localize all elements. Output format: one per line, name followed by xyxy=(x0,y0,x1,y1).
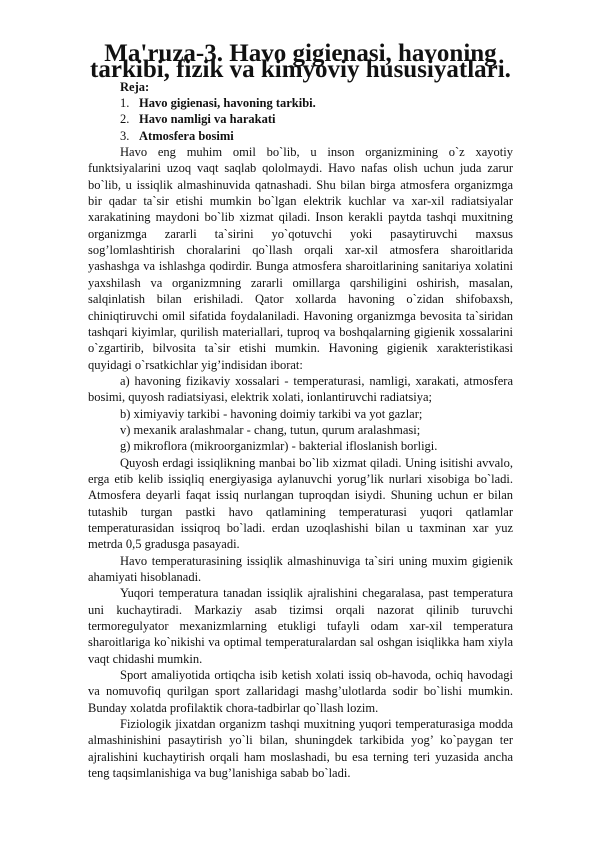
plan-item-number: 3. xyxy=(120,128,130,143)
body-paragraph: Yuqori temperatura tanadan issiqlik ajralishini chegaralasa, past temperatura uni kuchaytiradi. Markaziy asab tizimsi orqali nazorat qilinib turuvchi termoregulyator mexanizmlarning etukligi tufayli odam xar-xil temperatura sharoitlariga ko`nikishi va optimal temperaturalardan sal oshgan isiqlikka ham xiyla vaqt chidashi mumkin. xyxy=(88,586,513,666)
body-paragraph: Sport amaliyotida ortiqcha isib ketish xolati issiq ob-havoda, ochiq havodagi va nomuvofiq qurilgan sport zallaridagi mashg’ulotlarda sodir bo`lishi mumkin. Bunday xolatda profilaktik chora-tadbirlar qo`llash lozim. xyxy=(88,668,513,715)
document-page xyxy=(88,40,513,781)
body-paragraph: v) mexanik aralashmalar - chang, tutun, qurum aralashmasi; xyxy=(120,422,421,437)
body-paragraph: g) mikroflora (mikroorganizmlar) - bakterial ifloslanish borligi. xyxy=(120,439,438,454)
body-paragraph: Quyosh erdagi issiqlikning manbai bo`lib xizmat qiladi. Uning isitishi avvalo, erga etib kelib issiqliq energiyasiga aylanuvchi yorug’lik nurlari xisobiga bo`ladi. Atmosfera deyarli faqat issiq nurlangan tuproqdan isiydi. Shuning uchun er bilan tutashib turgan pastki havo qatlamining temperaturasi yuqori qatlamlar temperaturasidan issiqroq bo`ladi. erdan uzoqlashishi bilan u taxminan xar yuz metrda 0,5 gradusga pasayadi. xyxy=(88,455,513,552)
plan-list xyxy=(88,95,513,144)
lecture-title: Ma'ruza-3. Havo gigienasi, havoning tarkibi, fizik va kimyoviy hususiyatlari. xyxy=(90,40,511,84)
plan-item-text: Atmosfera bosimi xyxy=(139,128,234,143)
plan-item-number: 2. xyxy=(120,112,130,127)
body-paragraph: Havo eng muhim omil bo`lib, u inson organizmining o`z xayotiy funktsiyalarini uzoq vaqt saqlab qololmaydi. Havo nafas olish uchun juda zarur bo`lib, u issiqlik almashinuvida qatnashadi. Shu bilan birga atmosfera organizmga bir qadar ta`sir etishi mumkin bo`lgan elektrik kuchlar va xar-xil radiatsiyalar xarakatining maydoni bo`lib xizmat qiladi. Inson kerakli paytda tashqi muxitning organizmga zararli ta`sirini yo`qotuvchi yoki pasaytiruvchi maxsus sog’lomlashtirish choralarini qo`llash orqali xar-xil atmosfera sharoitlarida yashashga va ishlashga qodirdir. Bunga atmosfera sharoitlarining sanitariya xolatini yaxshilash va organizmning zararli omillarga qarshiligini oshirish, masalan, salqinlatish bilan erishiladi. Qator xollarda havoning o`zidan shifobaxsh, chiniqtiruvchi omil sifatida foydalaniladi. Havoning organizmga bevosita ta`siridan tashqari kiyimlar, qurilish materiallari, tuproq va boshqalarning gigienik xossalarini o`zgartirib, bilvosita ta`sir etishi mumkin. Havoning gigienik xarakteristikasi quyidagi o`rsatkichlar yig’indisidan iborat: xyxy=(88,145,513,372)
body-paragraph: b) ximiyaviy tarkibi - havoning doimiy tarkibi va yot gazlar; xyxy=(120,406,423,421)
body-paragraph: Fiziologik jixatdan organizm tashqi muxitning yuqori temperaturasiga modda almashinishini pasaytirish yo`li bilan, shuningdek tarkibida yog’ ko`paygan ter ajralishini kuchaytirish orqali ham moslashadi, bu esa terning teri yuzasida ancha teng taqsimlanishiga va bug’lanishiga sabab bo`ladi. xyxy=(88,717,513,781)
body-paragraph: Havo temperaturasining issiqlik almashinuviga ta`siri uning muxim gigienik ahamiyati hisoblanadi. xyxy=(88,553,513,584)
plan-heading: Reja: xyxy=(120,79,150,94)
plan-item xyxy=(120,111,513,127)
plan-item-text: Havo namligi va harakati xyxy=(139,112,276,127)
plan-item xyxy=(120,95,513,111)
body-paragraph: a) havoning fizikaviy xossalari - temperaturasi, namligi, xarakati, atmosfera bosimi, quyosh radiatsiyasi, elektrik xolati, ionlantiruvchi radiatsiya; xyxy=(88,373,513,405)
plan-item-number: 1. xyxy=(120,96,130,111)
plan-item-text: Havo gigienasi, havoning tarkibi. xyxy=(139,96,316,111)
plan-item xyxy=(120,128,513,144)
